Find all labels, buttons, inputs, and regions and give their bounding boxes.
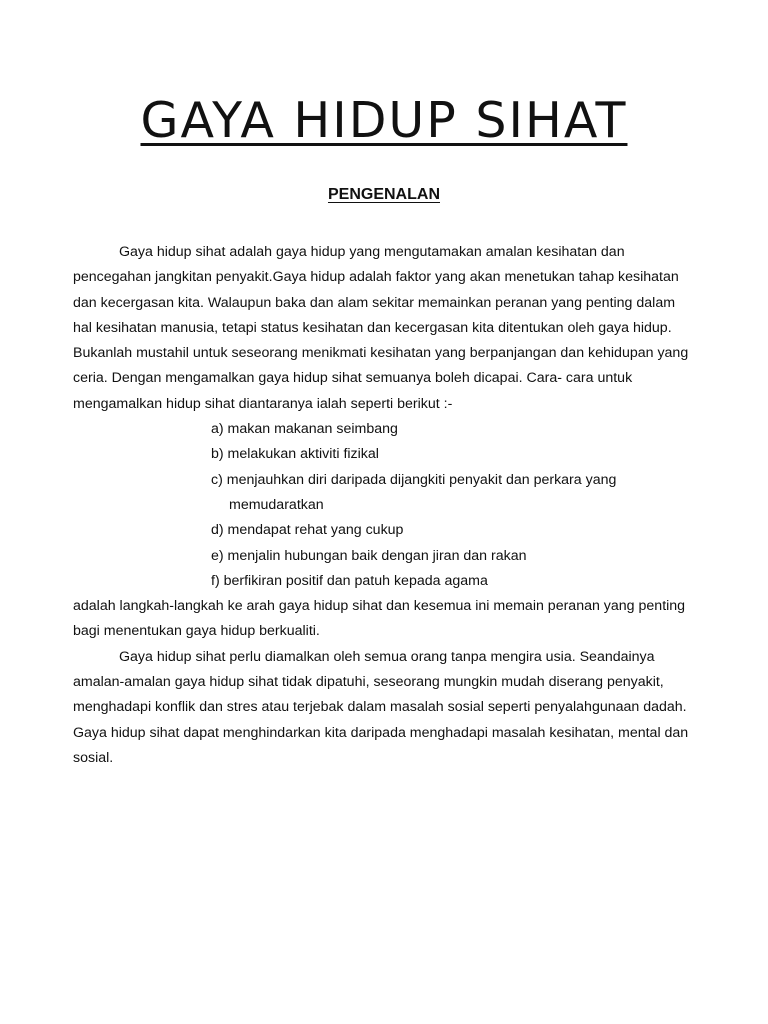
- conclusion-paragraph: adalah langkah-langkah ke arah gaya hidup sihat dan kesemua ini memain peranan yang penting bagi menentukan gaya hidup berkualiti.: [73, 598, 686, 640]
- list-item-continuation: memudaratkan: [229, 496, 324, 513]
- tips-list: [73, 417, 693, 594]
- list-item: a) makan makanan seimbang: [211, 421, 398, 438]
- list-item: f) berfikiran positif dan patuh kepada agama: [211, 572, 488, 589]
- section-heading: PENGENALAN: [327, 186, 440, 203]
- list-item: d) mendapat rehat yang cukup: [211, 522, 404, 539]
- list-item-text: c) menjauhkan diri daripada dijangkiti penyakit dan perkara yang: [211, 471, 617, 488]
- list-item: b) melakukan aktiviti fizikal: [211, 446, 379, 463]
- document-body: [73, 240, 693, 771]
- list-item: e) menjalin hubungan baik dengan jiran dan rakan: [211, 547, 527, 564]
- intro-paragraph: Gaya hidup sihat adalah gaya hidup yang mengutamakan amalan kesihatan dan pencegahan jangkitan penyakit.Gaya hidup adalah faktor yang akan menetukan tahap kesihatan dan kecergasan kita. Walaupun baka dan alam sekitar memainkan peranan yang penting dalam hal kesihatan manusia, tetapi status kesihatan dan kecergasan kita ditentukan oleh gaya hidup. Bukanlah mustahil untuk seseorang menikmati kesihatan yang berpanjangan dan kehidupan yang ceria. Dengan mengamalkan gaya hidup sihat semuanya boleh dicapai. Cara- cara untuk mengamalkan hidup sihat diantaranya ialah seperti berikut :-: [73, 244, 689, 412]
- document-title: GAYA HIDUP SIHAT: [140, 92, 628, 149]
- list-item: [211, 468, 693, 519]
- closing-paragraph: Gaya hidup sihat perlu diamalkan oleh semua orang tanpa mengira usia. Seandainya amalan-amalan gaya hidup sihat tidak dipatuhi, seseorang mungkin mudah diserang penyakit, menghadapi konflik dan stres atau terjebak dalam masalah sosial seperti penyalahgunaan dadah. Gaya hidup sihat dapat menghindarkan kita daripada menghadapi masalah kesihatan, mental dan sosial.: [73, 648, 689, 766]
